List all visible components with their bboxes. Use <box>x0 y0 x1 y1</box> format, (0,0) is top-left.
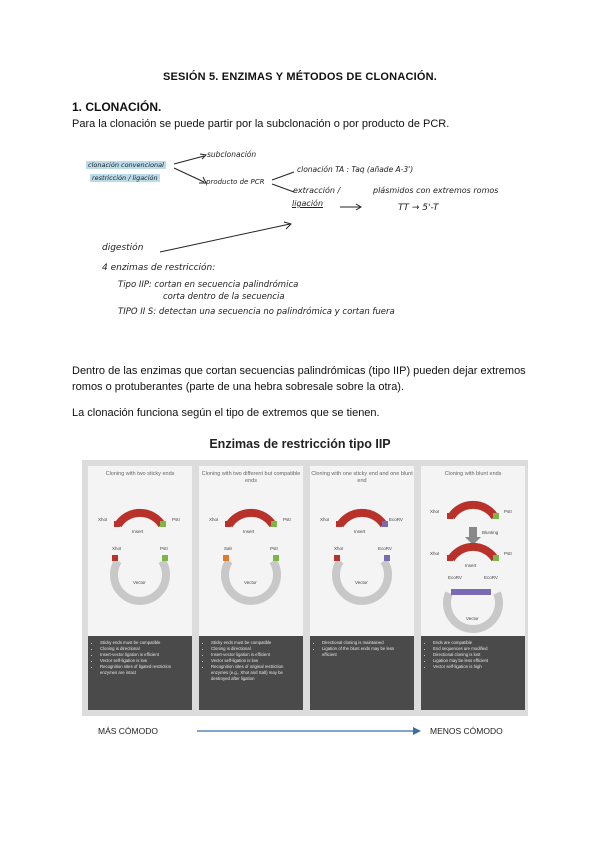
label-c1-insert: Insert <box>132 529 144 534</box>
note-tipo-iis: TIPO II S: detectan una secuencia no palindrómica y cortan fuera <box>118 307 395 317</box>
c1-bullet: • Vector self-ligation is low <box>100 658 187 664</box>
label-c2-vector: Vector <box>244 580 257 585</box>
note-enzimas: 4 enzimas de restricción: <box>102 263 216 273</box>
c2-bullet: • Vector self-ligation is low <box>211 658 298 664</box>
label-c3-right-mid: EcoRV <box>378 546 392 551</box>
note-arrows <box>160 140 400 260</box>
label-c1-right-top: PstI <box>172 517 180 522</box>
c1-bullet: • Recognition sites of ligated restriction enzymes are intact <box>100 664 187 676</box>
note-clonacion-convencional: clonación convencional <box>88 161 164 169</box>
c1-bullet: • Insert-vector ligation is efficient <box>100 652 187 658</box>
label-c1-left-mid: XhoI <box>112 546 122 551</box>
label-c4-vector: Vector <box>466 616 479 621</box>
c4-bullet: • Vector self-ligation is high <box>433 664 520 670</box>
label-c2-right-mid: PstI <box>270 546 278 551</box>
note-tt: TT → 5'-T <box>398 203 439 213</box>
label-c3-left-top: XhoI <box>320 517 330 522</box>
label-c2-left-top: XhoI <box>209 517 219 522</box>
c4-bullet: • Directional cloning is lost <box>433 652 520 658</box>
c4-bullet: • Ends are compatible <box>433 640 520 646</box>
page-title: SESIÓN 5. ENZIMAS Y MÉTODOS DE CLONACIÓN. <box>162 71 438 83</box>
section-heading: 1. CLONACIÓN. <box>72 100 162 114</box>
caption-mas-comodo: MÁS CÓMODO <box>98 726 158 736</box>
c3-bullet: • Directional cloning is maintained <box>322 640 409 646</box>
column-4-title: Cloning with blunt ends <box>444 471 502 477</box>
c2-bullet: • Sticky ends must be compatible <box>211 640 298 646</box>
label-c4-left-top: XhoI <box>430 509 440 514</box>
note-tipo-iip-2: corta dentro de la secuencia <box>163 292 285 302</box>
label-c3-left-mid: XhoI <box>334 546 344 551</box>
caption-menos-comodo: MENOS CÓMODO <box>430 726 503 736</box>
label-c4-right-top: PstI <box>504 509 512 514</box>
c2-bullet: • Recognition sites of original restriction enzymes (e.g., XhoI and SalI) may be destroyed after ligation <box>211 664 298 682</box>
column-2-notes <box>199 636 303 710</box>
note-producto-pcr: producto de PCR <box>206 178 265 186</box>
column-1-notes <box>88 636 192 710</box>
label-c4-left-mid: XhoI <box>430 551 440 556</box>
label-c2-insert: Insert <box>243 529 255 534</box>
note-clonacion-ta: clonación TA : Taq (añade A-3') <box>297 165 414 174</box>
note-restriccion-ligacion: restricción / ligación <box>92 174 158 182</box>
column-3-title: Cloning with one sticky end and one blunt end <box>311 471 413 484</box>
c4-bullet: • End sequences are modified <box>433 646 520 652</box>
label-c3-right-top: EcoRV <box>389 517 403 522</box>
c3-bullet: • Ligation of the blunt ends may be less efficient <box>322 646 409 658</box>
label-c4-left-low: EcoRV <box>448 575 462 580</box>
note-tipo-iip: Tipo IIP: cortan en secuencia palindrómica <box>118 280 299 290</box>
c1-bullet: • Sticky ends must be compatible <box>100 640 187 646</box>
column-2-diagram <box>199 495 303 635</box>
comfort-arrow <box>195 725 425 737</box>
column-3-notes <box>310 636 414 710</box>
label-c3-vector: Vector <box>355 580 368 585</box>
column-3-diagram <box>310 495 414 635</box>
c2-bullet: • Insert-vector ligation is efficient <box>211 652 298 658</box>
label-c4-right-low: EcoRV <box>484 575 498 580</box>
label-c4-right-mid: PstI <box>504 551 512 556</box>
label-c1-right-mid: PstI <box>160 546 168 551</box>
column-1-diagram <box>88 495 192 635</box>
note-ligacion: ligación <box>292 199 324 208</box>
figure-title: Enzimas de restricción tipo IIP <box>209 437 391 451</box>
label-c1-vector: Vector <box>133 580 146 585</box>
column-1-title: Cloning with two sticky ends <box>105 471 175 477</box>
column-2-title: Cloning with two different but compatible ends <box>201 471 301 484</box>
note-digestion: digestión <box>102 243 144 253</box>
label-c4-blunting: Blunting <box>482 530 499 535</box>
paragraph-tipo-iip: Dentro de las enzimas que cortan secuencias palindrómicas (tipo IIP) pueden dejar extremos romos o protuberantes (parte de una hebra sobresale sobre la otra). <box>72 365 526 393</box>
paragraph-extremos: La clonación funciona según el tipo de extremos que se tienen. <box>72 407 380 419</box>
column-4-notes <box>421 636 525 710</box>
label-c2-left-mid: SalI <box>224 546 232 551</box>
label-c3-insert: Insert <box>354 529 366 534</box>
intro-paragraph: Para la clonación se puede partir por la subclonación o por producto de PCR. <box>72 118 450 130</box>
c1-bullet: • Cloning is directional <box>100 646 187 652</box>
c2-bullet: • Cloning is directional <box>211 646 298 652</box>
label-c1-left-top: XhoI <box>98 517 108 522</box>
label-c4-insert: Insert <box>465 563 477 568</box>
note-subclonacion: subclonación <box>207 150 257 159</box>
label-c2-right-top: PstI <box>283 517 291 522</box>
note-extraccion: extracción / <box>293 186 341 195</box>
c4-bullet: • Ligation may be less efficient <box>433 658 520 664</box>
note-plasmidos: plásmidos con extremos romos <box>373 186 499 195</box>
